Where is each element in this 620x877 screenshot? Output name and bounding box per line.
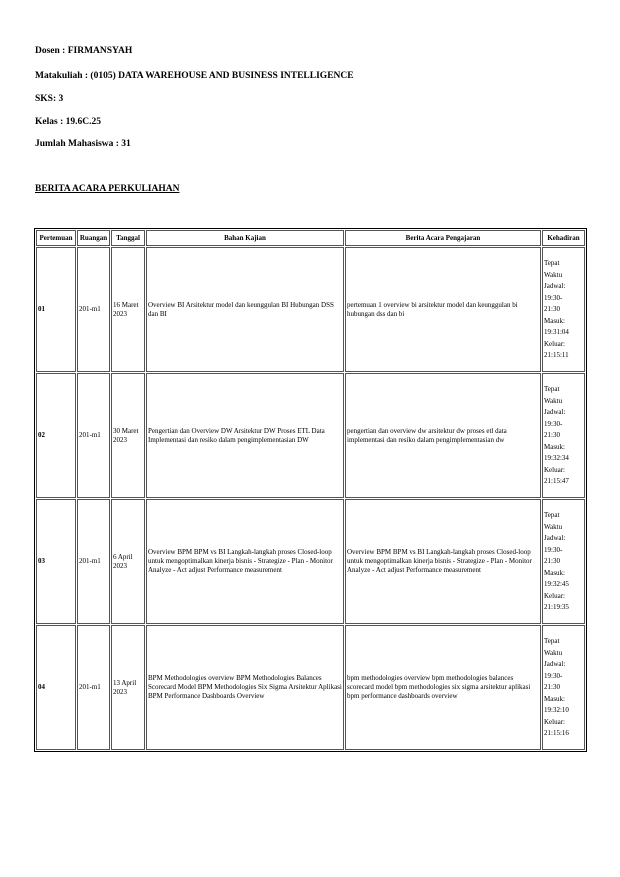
cell-bahan-kajian: Overview BI Arsitektur model dan keunggulan BI Hubungan DSS dan BI [146, 247, 344, 372]
kehadiran-line: 21:15:16 [544, 729, 569, 737]
course-name: Matakuliah : (0105) DATA WAREHOUSE AND BUSINESS INTELLIGENCE [35, 71, 354, 81]
kehadiran-line: Jadwal: [544, 534, 566, 542]
cell-berita-acara: pengertian dan overview dw arsitektur dw proses etl data implementasi dan resiko dalam pengimplementasian dw [345, 373, 541, 498]
kehadiran-line: 21:15:11 [544, 351, 569, 359]
section-title: BERITA ACARA PERKULIAHAN [35, 184, 180, 194]
kehadiran-line: 19:32:45 [544, 580, 569, 588]
cell-tanggal: 30 Maret 2023 [111, 373, 145, 498]
kehadiran-line: 19:31:04 [544, 328, 569, 336]
cell-ruangan: 201-m1 [77, 247, 110, 372]
kehadiran-line: 19:30- [544, 293, 563, 302]
cell-pertemuan: 02 [36, 373, 76, 498]
cell-tanggal: 6 April 2023 [111, 499, 145, 624]
kehadiran-line: 19:30- [544, 419, 563, 428]
kehadiran-line: Keluar: [544, 717, 565, 726]
kehadiran-line: Tepat [544, 511, 560, 519]
col-header-ruangan: Ruangan [77, 230, 110, 246]
cell-bahan-kajian: Pengertian dan Overview DW Arsitektur DW Proses ETL Data Implementasi dan resiko dalam pengimplementasian DW [146, 373, 344, 498]
cell-berita-acara: pertemuan 1 overview bi arsitektur model dan keunggulan bi hubungan dss dan bi [345, 247, 541, 372]
kehadiran-line: 19:30- [544, 671, 563, 680]
kehadiran-line: Waktu [544, 270, 563, 279]
cell-berita-acara: Overview BPM BPM vs BI Langkah-langkah proses Closed-loop untuk mengoptimalkan kinerja bisnis - Strategize - Plan - Monitor Analyze - Act adjust Performance measurement [345, 499, 541, 624]
kehadiran-line: Tepat [544, 259, 560, 267]
cell-ruangan: 201-m1 [77, 373, 110, 498]
kehadiran-line: Masuk: [544, 316, 565, 325]
cell-kehadiran [542, 499, 585, 624]
kehadiran-line: Waktu [544, 648, 563, 657]
kehadiran-line: Masuk: [544, 442, 565, 451]
kehadiran-line: Keluar: [544, 465, 565, 474]
kehadiran-line: 21:30 [544, 683, 560, 691]
table-row [36, 247, 585, 372]
col-header-kehadiran: Kehadiran [542, 230, 585, 246]
student-count: Jumlah Mahasiswa : 31 [35, 139, 131, 149]
kehadiran-line: Keluar: [544, 339, 565, 348]
minutes-table-container [34, 228, 585, 752]
kehadiran-line: Waktu [544, 396, 563, 405]
kehadiran-line: Waktu [544, 522, 563, 531]
col-header-berita-acara: Berita Acara Pengajaran [345, 230, 541, 246]
cell-ruangan: 201-m1 [77, 499, 110, 624]
cell-pertemuan: 01 [36, 247, 76, 372]
kehadiran-line: 19:32:34 [544, 454, 569, 462]
minutes-table [34, 228, 587, 752]
cell-pertemuan: 03 [36, 499, 76, 624]
class-code: Kelas : 19.6C.25 [35, 117, 101, 127]
kehadiran-line: Tepat [544, 637, 560, 645]
kehadiran-line: 19:30- [544, 545, 563, 554]
cell-kehadiran [542, 247, 585, 372]
kehadiran-line: Tepat [544, 385, 560, 393]
cell-pertemuan: 04 [36, 625, 76, 750]
kehadiran-line: 21:19:35 [544, 603, 569, 611]
kehadiran-line: Jadwal: [544, 408, 566, 416]
kehadiran-line: Keluar: [544, 591, 565, 600]
cell-tanggal: 16 Maret 2023 [111, 247, 145, 372]
kehadiran-line: 21:15:47 [544, 477, 569, 485]
kehadiran-line: 21:30 [544, 557, 560, 565]
cell-bahan-kajian: BPM Methodologies overview BPM Methodologies Balances Scorecard Model BPM Methodologies Six Sigma Arsitektur Aplikasi BPM Performance Dashboards Overview [146, 625, 344, 750]
lecturer-name: Dosen : FIRMANSYAH [35, 46, 133, 56]
kehadiran-line: 19:32:10 [544, 706, 569, 714]
table-header-row [36, 230, 585, 246]
kehadiran-line: Jadwal: [544, 282, 566, 290]
cell-ruangan: 201-m1 [77, 625, 110, 750]
cell-tanggal: 13 April 2023 [111, 625, 145, 750]
credit-units: SKS: 3 [35, 94, 64, 104]
kehadiran-line: Jadwal: [544, 660, 566, 668]
cell-kehadiran [542, 373, 585, 498]
kehadiran-line: 21:30 [544, 431, 560, 439]
table-row [36, 373, 585, 498]
col-header-pertemuan: Pertemuan [36, 230, 76, 246]
kehadiran-line: 21:30 [544, 305, 560, 313]
cell-kehadiran [542, 625, 585, 750]
cell-bahan-kajian: Overview BPM BPM vs BI Langkah-langkah proses Closed-loop untuk mengoptimalkan kinerja bisnis - Strategize - Plan - Monitor Analyze - Act adjust Performance measurement [146, 499, 344, 624]
col-header-bahan-kajian: Bahan Kajian [146, 230, 344, 246]
col-header-tanggal: Tanggal [111, 230, 145, 246]
cell-berita-acara: bpm methodologies overview bpm methodologies balances scorecard model bpm methodologies six sigma arsitektur aplikasi bpm performance dashboards overview [345, 625, 541, 750]
table-row [36, 625, 585, 750]
kehadiran-line: Masuk: [544, 568, 565, 577]
kehadiran-line: Masuk: [544, 694, 565, 703]
table-row [36, 499, 585, 624]
